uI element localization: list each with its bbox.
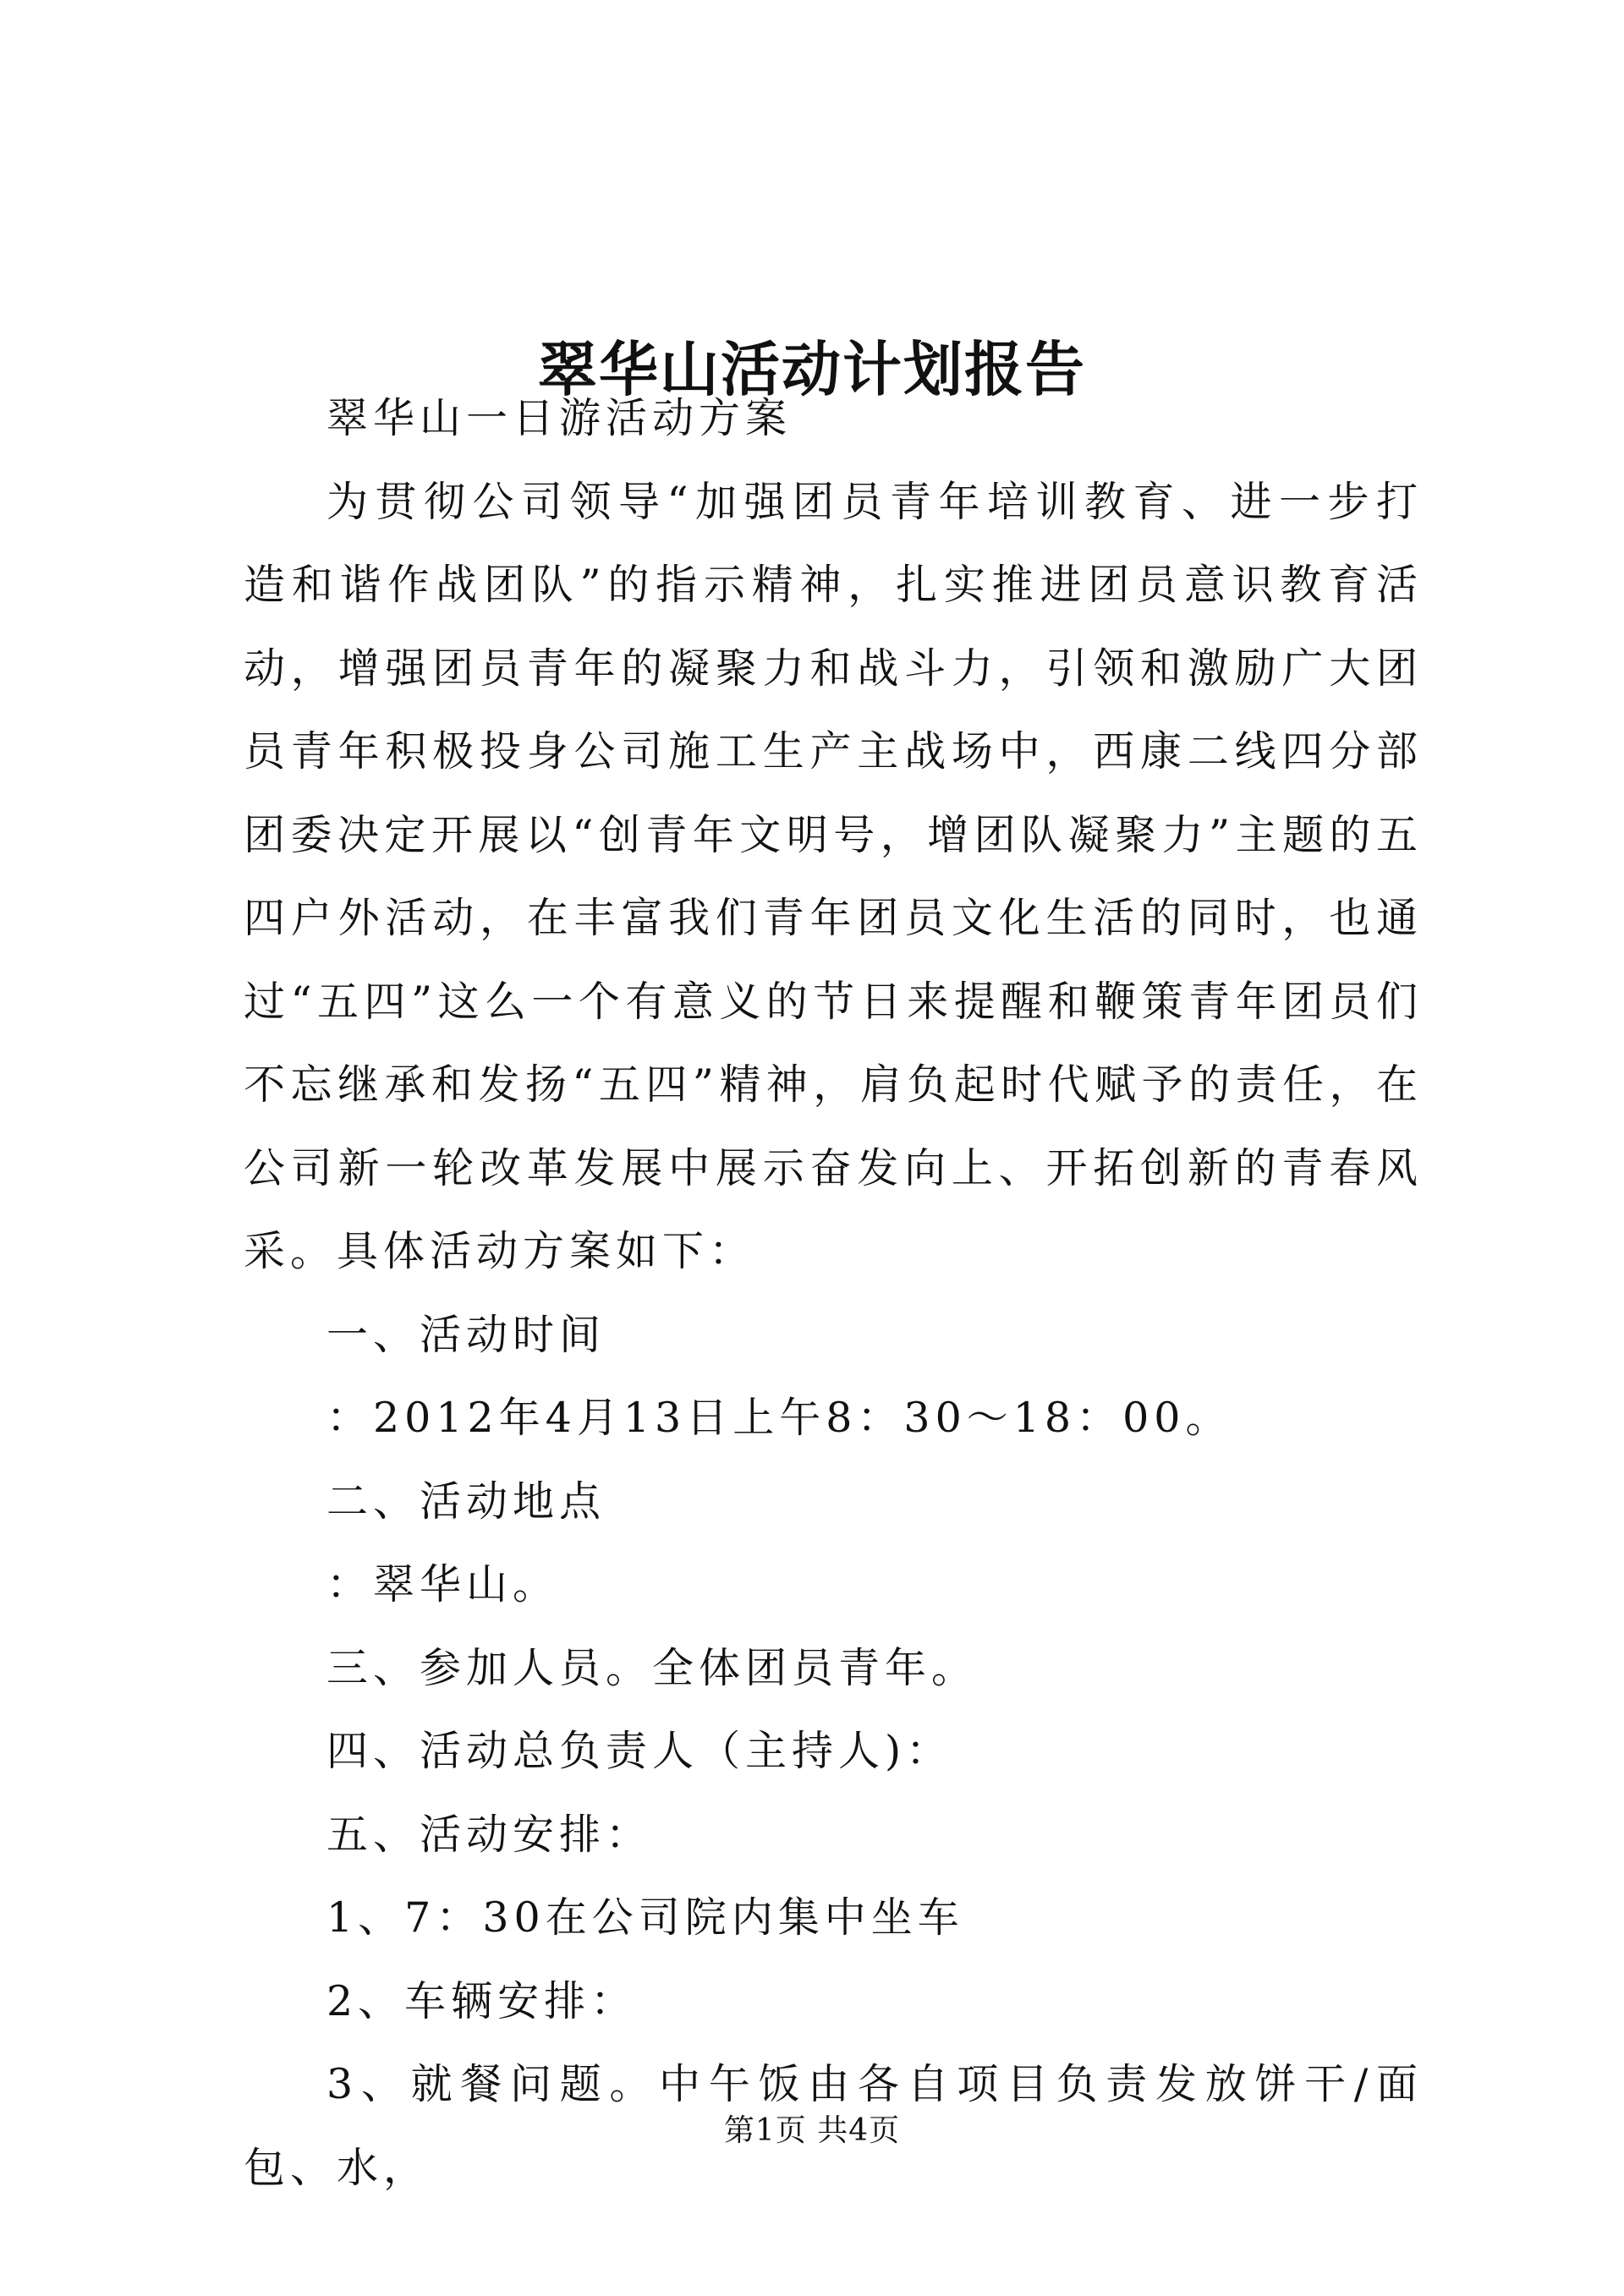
list-item-vehicles: 2、车辆安排： [326, 1976, 638, 2025]
section-heading-time: 一、活动时间 [326, 1310, 606, 1359]
document-body [244, 377, 1423, 2210]
list-item-meals: 3、就餐问题。中午饭由各自项目负责发放饼干/面包、水， [244, 2060, 1423, 2192]
paragraph-location: ：翠华山。 [326, 1560, 560, 1608]
paragraph-host: 四、活动总负责人（主持人)： [326, 1727, 953, 1775]
paragraph-intro: 为贯彻公司领导“加强团员青年培训教育、进一步打造和谐作战团队”的指示精神，扎实推进团员意识教育活动，增强团员青年的凝聚力和战斗力，引领和激励广大团员青年积极投身公司施工生产主战场中，西康二线四分部团委决定开展以“创青年文明号，增团队凝聚力”主题的五四户外活动，在丰富我们青年团员文化生活的同时，也通过“五四”这么一个有意义的节日来提醒和鞭策青年团员们不忘继承和发扬“五四”精神，肩负起时代赋予的责任，在公司新一轮改革发展中展示奋发向上、开拓创新的青春风采。具体活动方案如下： [244, 477, 1423, 1275]
section-heading-arrangements: 五、活动安排： [326, 1810, 653, 1859]
page-title: 翠华山活动计划报告 [538, 333, 1086, 404]
section-heading-location: 二、活动地点 [326, 1477, 606, 1526]
paragraph-participants: 三、参加人员。全体团员青年。 [326, 1643, 979, 1692]
paragraph-subtitle: 翠华山一日游活动方案 [326, 394, 793, 442]
list-item-gathering: 1、7：30在公司院内集中坐车 [326, 1893, 964, 1942]
paragraph-time: ：2012年4月13日上午8：30～18：00。 [326, 1394, 1232, 1442]
page-footer: 第1页 共4页 [723, 2113, 901, 2148]
